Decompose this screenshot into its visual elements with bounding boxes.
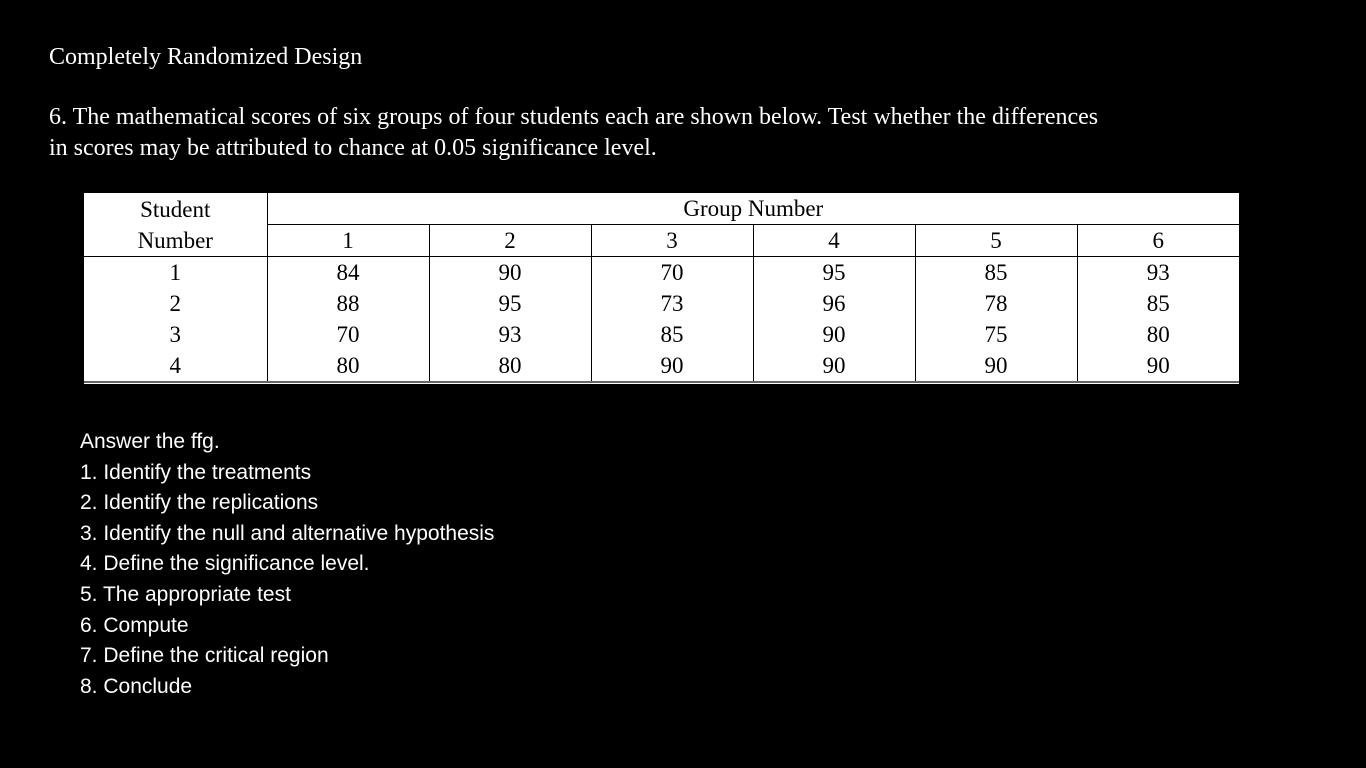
list-item: 1. Identify the treatments [80,460,312,484]
table-row [84,288,1239,319]
problem-statement [49,102,1299,164]
score-cell: 70 [267,319,429,350]
score-cell: 85 [1146,291,1170,316]
score-cell: 90 [753,319,915,350]
table-row [84,257,1239,289]
table-row [84,350,1239,382]
list-item: 2. Identify the replications [80,491,319,515]
table-row [84,319,1239,350]
problem-line-2: in scores may be attributed to chance at 0.05 significance level. [49,135,657,161]
score-cell: 93 [1146,260,1170,285]
score-cell: 90 [753,350,915,382]
score-cell: 85 [591,319,753,350]
score-cell: 90 [591,350,753,382]
score-cell: 80 [267,350,429,382]
answer-list [80,427,494,702]
student-number-cell: 1 [84,257,267,289]
score-cell: 95 [429,288,591,319]
score-cell: 73 [591,288,753,319]
group-number-cell: 2 [429,225,591,257]
list-item: 4. Define the significance level. [80,552,370,576]
student-number-cell: 2 [84,288,267,319]
student-number-cell: 4 [84,350,267,382]
list-item: 8. Conclude [80,674,193,698]
score-cell: 90 [429,257,591,289]
group-number-cell: 3 [591,225,753,257]
score-cell: 75 [915,319,1077,350]
student-number-header [84,193,267,257]
score-cell: 93 [429,319,591,350]
score-cell: 78 [915,288,1077,319]
score-cell: 95 [753,257,915,289]
student-header-line-2: Number [137,227,213,253]
score-cell: 88 [267,288,429,319]
score-cell: 85 [915,257,1077,289]
score-cell: 84 [267,257,429,289]
group-number-header: Group Number [267,193,1239,225]
scores-table [84,193,1239,383]
scores-table-image [84,193,1239,384]
score-cell: 96 [753,288,915,319]
score-cell: 80 [1146,322,1170,347]
score-cell: 80 [429,350,591,382]
list-item: 3. Identify the null and alternative hypothesis [80,521,495,545]
problem-line-1: 6. The mathematical scores of six groups of four students each are shown below. Test whether the differences [49,104,1099,130]
student-header-line-1: Student [140,196,211,222]
slide-title: Completely Randomized Design [49,44,363,70]
list-item: 6. Compute [80,613,189,637]
group-number-cell: 1 [267,225,429,257]
student-number-cell: 3 [84,319,267,350]
group-number-cell: 4 [753,225,915,257]
score-cell: 90 [915,350,1077,382]
score-cell: 90 [1077,350,1239,382]
score-cell: 70 [591,257,753,289]
answer-heading: Answer the ffg. [80,430,220,453]
list-item: 7. Define the critical region [80,644,329,668]
list-item: 5. The appropriate test [80,582,291,606]
group-number-cell: 5 [915,225,1077,257]
group-number-cell: 6 [1077,225,1239,257]
